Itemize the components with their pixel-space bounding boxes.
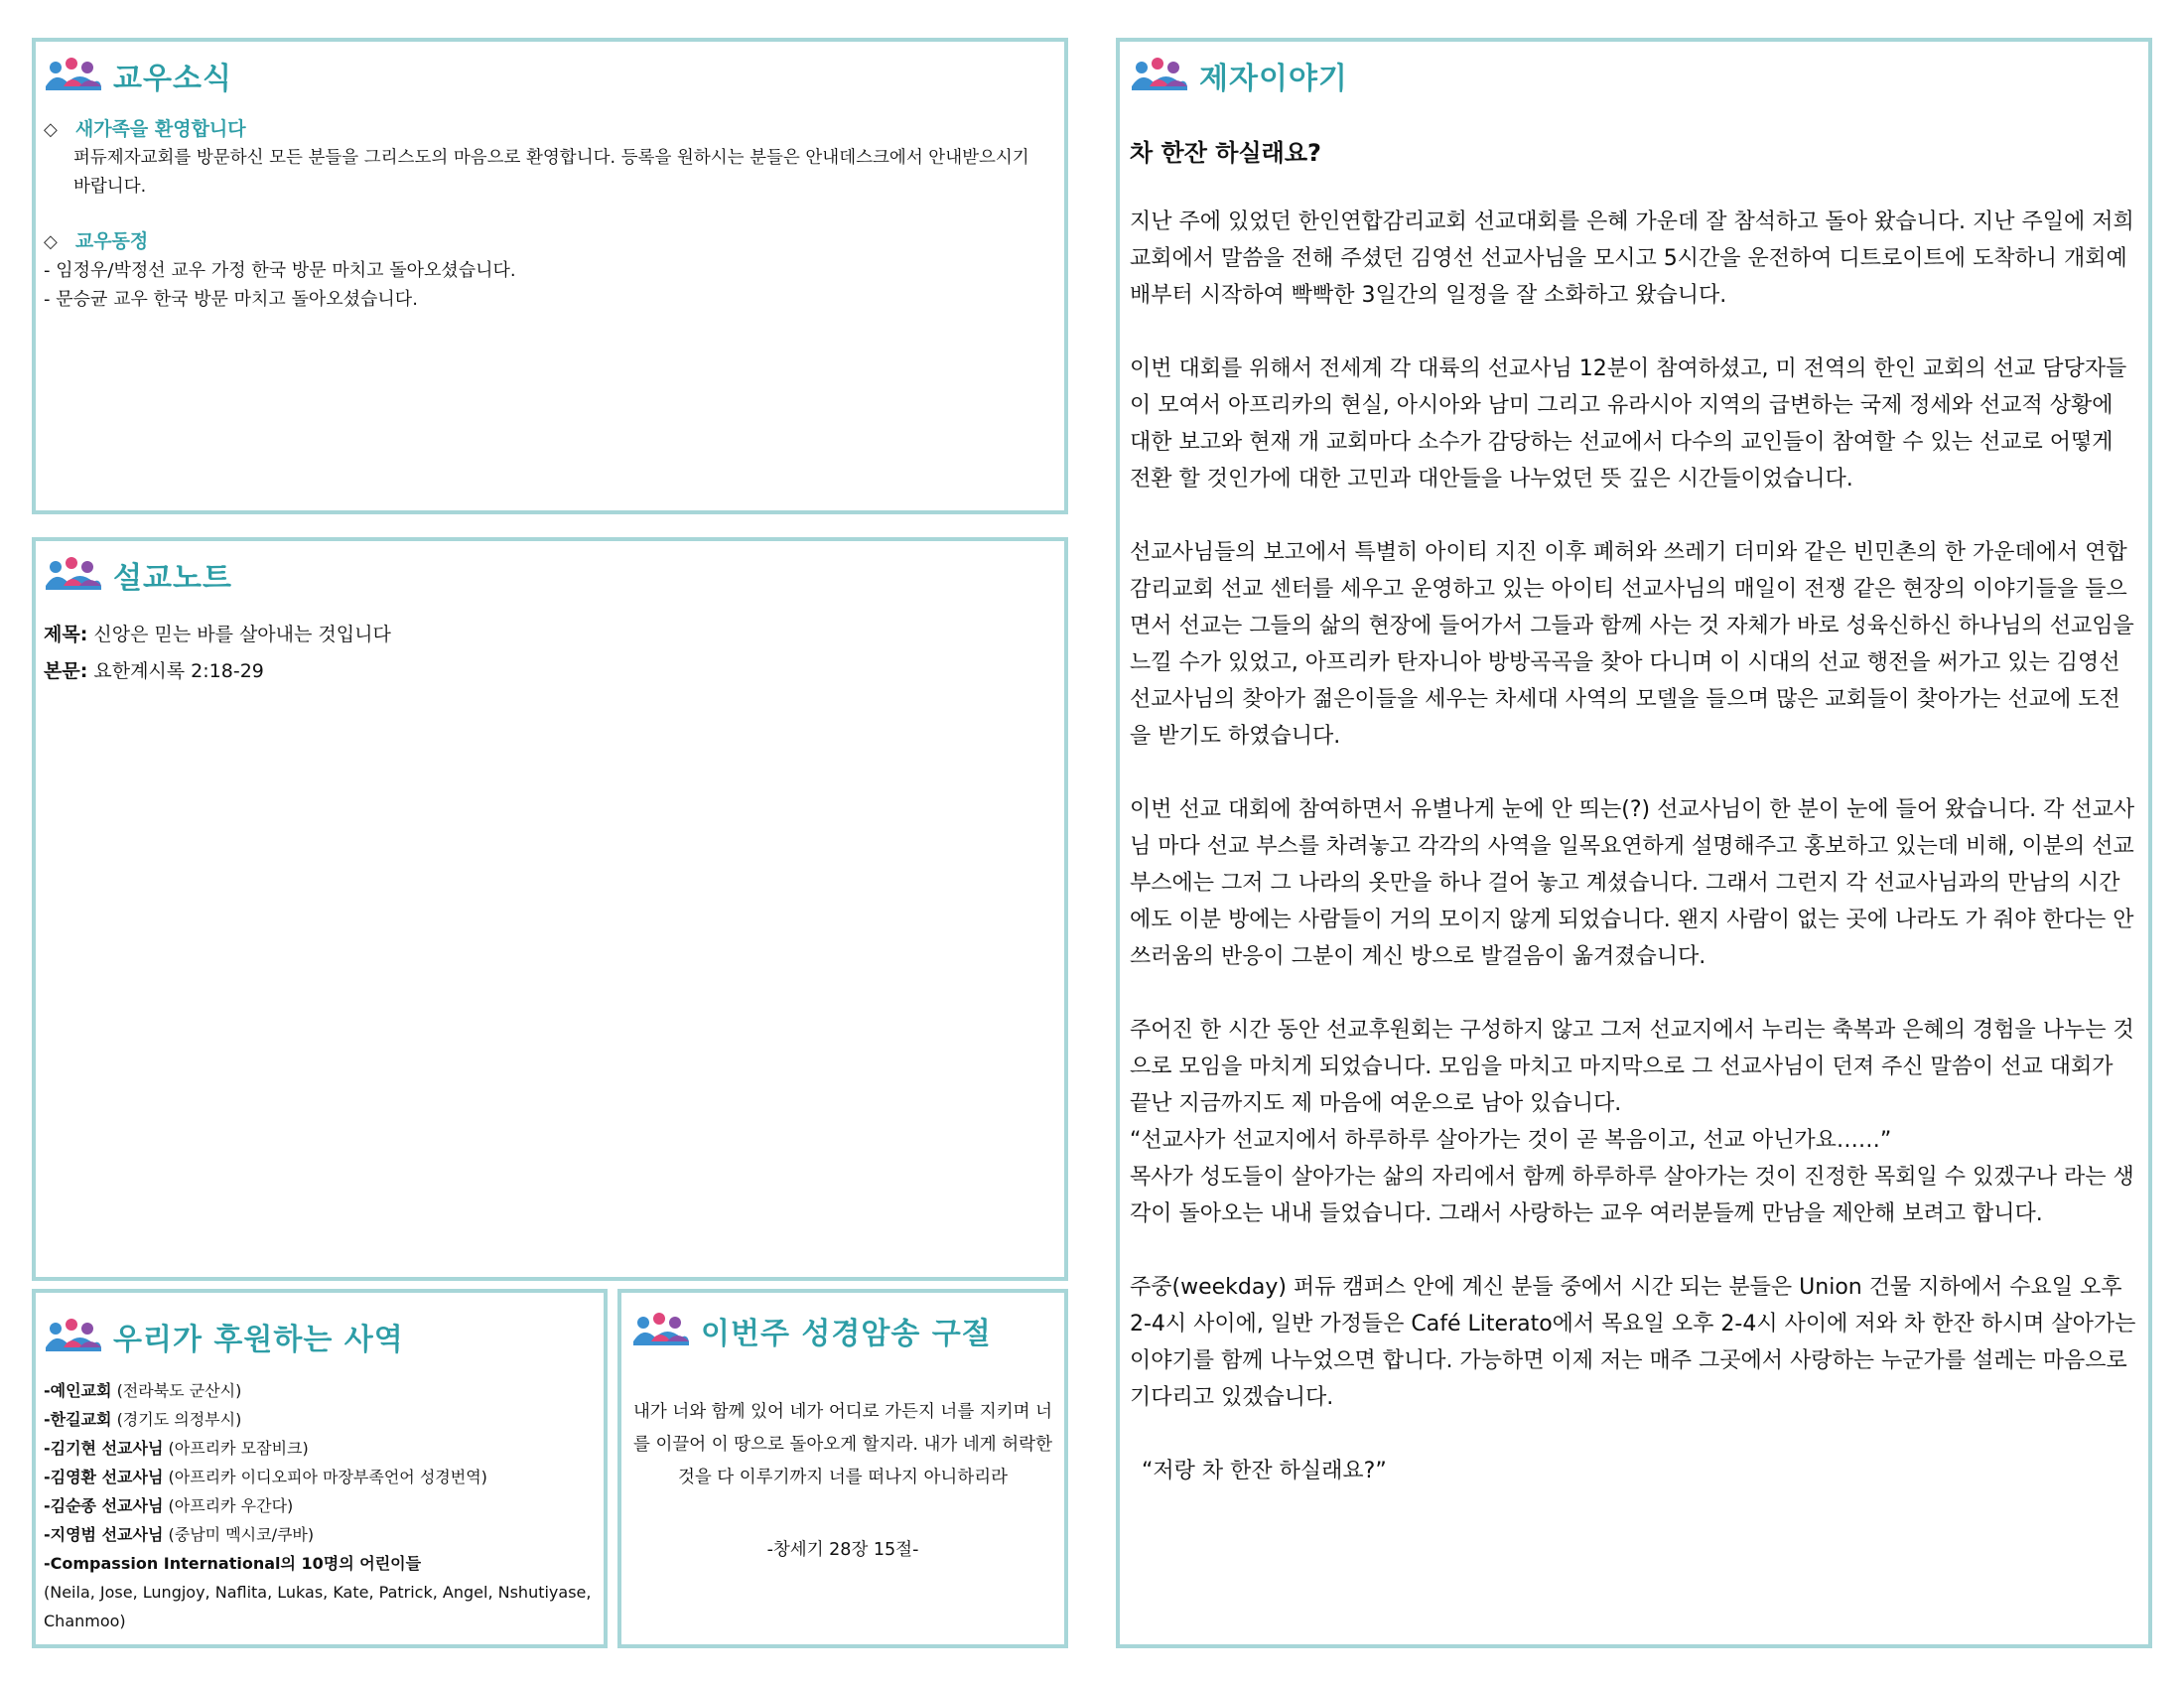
sermon-subject: [44, 617, 1048, 653]
sermon-header: [44, 553, 1048, 597]
list-item: -한길교회 (경기도 의정부시): [44, 1410, 242, 1429]
story-paragraph: 선교사님들의 보고에서 특별히 아이티 지진 이후 폐허와 쓰레기 더미와 같은 빈민촌의 한 가운데에서 연합감리교회 선교 센터를 세우고 운영하고 있는 아이티 선교사님의 매일이 전쟁 같은 현장의 이야기들을 들으면서 선교는 그들의 삶의 현장에 들어가서 그들과 함께 사는 것 자체가 바로 성육신하신 하나님의 선교임을 느낄 수가 있었고, 아프리카 탄자니아 방방곡곡을 찾아 다니며 이 시대의 선교 행전을 써가고 있는 김영선 선교사님의 찾아가 젊은이들을 세우는 차세대 사역의 모델을 들으며 많은 교회들이 찾아가는 선교에 도전을 받기도 하였습니다.: [1130, 540, 2134, 749]
story-title: 제자이야기: [1199, 62, 1348, 96]
story-paragraph: 목사가 성도들이 살아가는 삶의 자리에서 함께 하루하루 살아가는 것이 진정한 목회일 수 있겠구나 라는 생각이 돌아오는 내내 들었습니다. 그래서 사랑하는 교우 여러분들께 만남을 제안해 보려고 합니다.: [1130, 1165, 2134, 1226]
story-header: [1130, 54, 2138, 97]
missions-title: 우리가 후원하는 사역: [113, 1323, 404, 1357]
news-title: 교우소식: [113, 62, 232, 96]
missions-list: [44, 1376, 598, 1635]
verse-panel: [617, 1289, 1068, 1648]
verse-text: 내가 너와 함께 있어 네가 어디로 가든지 너를 지키며 너를 이끌어 이 땅으로 돌아오게 할지라. 내가 네게 허락한 것을 다 이루기까지 너를 떠나지 아니하리라: [633, 1402, 1052, 1487]
list-item: -김영환 선교사님 (아프리카 이디오피아 마장부족언어 성경번역): [44, 1468, 487, 1486]
list-item: -Compassion International의 10명의 어린이들: [44, 1554, 422, 1573]
list-item: -예인교회 (전라북도 군산시): [44, 1381, 242, 1400]
list-item: -김기현 선교사님 (아프리카 모잠비크): [44, 1439, 309, 1458]
verse-header: [631, 1309, 1054, 1352]
list-item: -지영범 선교사님 (중남미 멕시코/쿠바): [44, 1525, 315, 1544]
people-logo-icon: [44, 556, 103, 594]
text-value: 요한계시록 2:18-29: [93, 660, 264, 682]
welcome-heading-line: [44, 115, 1048, 144]
story-paragraph: 이번 선교 대회에 참여하면서 유별나게 눈에 안 띄는(?) 선교사님이 한 분이 눈에 들어 왔습니다. 각 선교사님 마다 선교 부스를 차려놓고 각각의 사역을 일목요연하게 설명해주고 홍보하고 있는데 비해, 이분의 선교 부스에는 그저 그 나라의 옷만을 하나 걸어 놓고 계셨습니다. 그래서 그런지 각 선교사님과의 만남의 시간에도 이분 방에는 사람들이 거의 모이지 않게 되었습니다. 왠지 사람이 없는 곳에 나라도 가 줘야 한다는 안쓰러움의 반응이 그분이 계신 방으로 발걸음이 옮겨졌습니다.: [1130, 797, 2135, 969]
missions-header: [44, 1315, 598, 1358]
people-logo-icon: [44, 57, 103, 94]
subject-label: 제목:: [44, 624, 88, 645]
missions-panel: [32, 1289, 608, 1648]
welcome-text: 퍼듀제자교회를 방문하신 모든 분들을 그리스도의 마음으로 환영합니다. 등록을 원하시는 분들은 안내데스크에서 안내받으시기 바랍니다.: [73, 148, 1029, 197]
sermon-text: [44, 653, 1048, 690]
people-logo-icon: [44, 1318, 103, 1355]
list-item: -김순종 선교사님 (아프리카 우간다): [44, 1496, 294, 1515]
updates-heading-line: [44, 227, 1048, 256]
text-label: 본문:: [44, 660, 88, 682]
list-item: - 임정우/박정선 교우 가정 한국 방문 마치고 돌아오셨습니다.: [44, 260, 516, 281]
list-item: - 문승균 교우 한국 방문 마치고 돌아오셨습니다.: [44, 289, 418, 310]
sermon-title: 설교노트: [113, 561, 232, 596]
story-paragraph: 지난 주에 있었던 한인연합감리교회 선교대회를 은혜 가운데 잘 참석하고 돌아 왔습니다. 지난 주일에 저희 교회에서 말씀을 전해 주셨던 김영선 선교사님을 모시고 5시간을 운전하여 디트로이트에 도착하니 개회예배부터 시작하여 빡빡한 3일간의 일정을 잘 소화하고 왔습니다.: [1130, 210, 2134, 308]
people-logo-icon: [1130, 57, 1189, 94]
story-quote: “선교사가 선교지에서 하루하루 살아가는 것이 곧 복음이고, 선교 아닌가요……”: [1130, 1128, 1892, 1153]
story-paragraph: 이번 대회를 위해서 전세계 각 대륙의 선교사님 12분이 참여하셨고, 미 전역의 한인 교회의 선교 담당자들이 모여서 아프리카의 현실, 아시아와 남미 그리고 유라시아 지역의 급변하는 국제 정세와 선교적 상황에 대한 보고와 현재 개 교회마다 소수가 감당하는 선교에서 다수의 교인들이 참여할 수 있는 선교로 어떻게 전환 할 것인가에 대한 고민과 대안들을 나누었던 뜻 깊은 시간들이었습니다.: [1130, 356, 2127, 492]
story-paragraph: 주어진 한 시간 동안 선교후원회는 구성하지 않고 그저 선교지에서 누리는 축복과 은혜의 경험을 나누는 것으로 모임을 마치게 되었습니다. 모임을 마치고 마지막으로 그 선교사님이 던져 주신 말씀이 선교 대회가 끝난 지금까지도 제 마음에 여운으로 남아 있습니다.: [1130, 1018, 2134, 1116]
diamond-bullet-icon: ◇: [44, 119, 58, 140]
story-heading: 차 한잔 하실래요?: [1130, 139, 1321, 167]
verse-reference: -창세기 28장 15절-: [766, 1540, 919, 1560]
people-logo-icon: [631, 1312, 691, 1349]
updates-heading: 교우동정: [74, 230, 149, 252]
sermon-panel: [32, 537, 1068, 1281]
story-panel: [1116, 38, 2152, 1648]
diamond-bullet-icon: ◇: [44, 231, 58, 252]
welcome-heading: 새가족을 환영합니다: [74, 118, 246, 140]
story-closing: “저랑 차 한잔 하실래요?”: [1142, 1459, 1387, 1483]
news-header: [44, 54, 1048, 97]
verse-title: 이번주 성경암송 구절: [701, 1317, 992, 1351]
news-panel: [32, 38, 1068, 514]
subject-value: 신앙은 믿는 바를 살아내는 것입니다: [93, 624, 391, 645]
children-names: (Neila, Jose, Lungjoy, Naflita, Lukas, Kate, Patrick, Angel, Nshutiyase, Chanmoo): [44, 1583, 592, 1630]
story-paragraph: 주중(weekday) 퍼듀 캠퍼스 안에 계신 분들 중에서 시간 되는 분들은 Union 건물 지하에서 수요일 오후 2-4시 사이에, 일반 가정들은 Café Literato에서 목요일 오후 2-4시 사이에 저와 차 한잔 하시며 살아가는 이야기를 함께 나누었으면 합니다. 가능하면 이제 저는 매주 그곳에서 사랑하는 누군가를 설레는 마음으로 기다리고 있겠습니다.: [1130, 1275, 2136, 1410]
